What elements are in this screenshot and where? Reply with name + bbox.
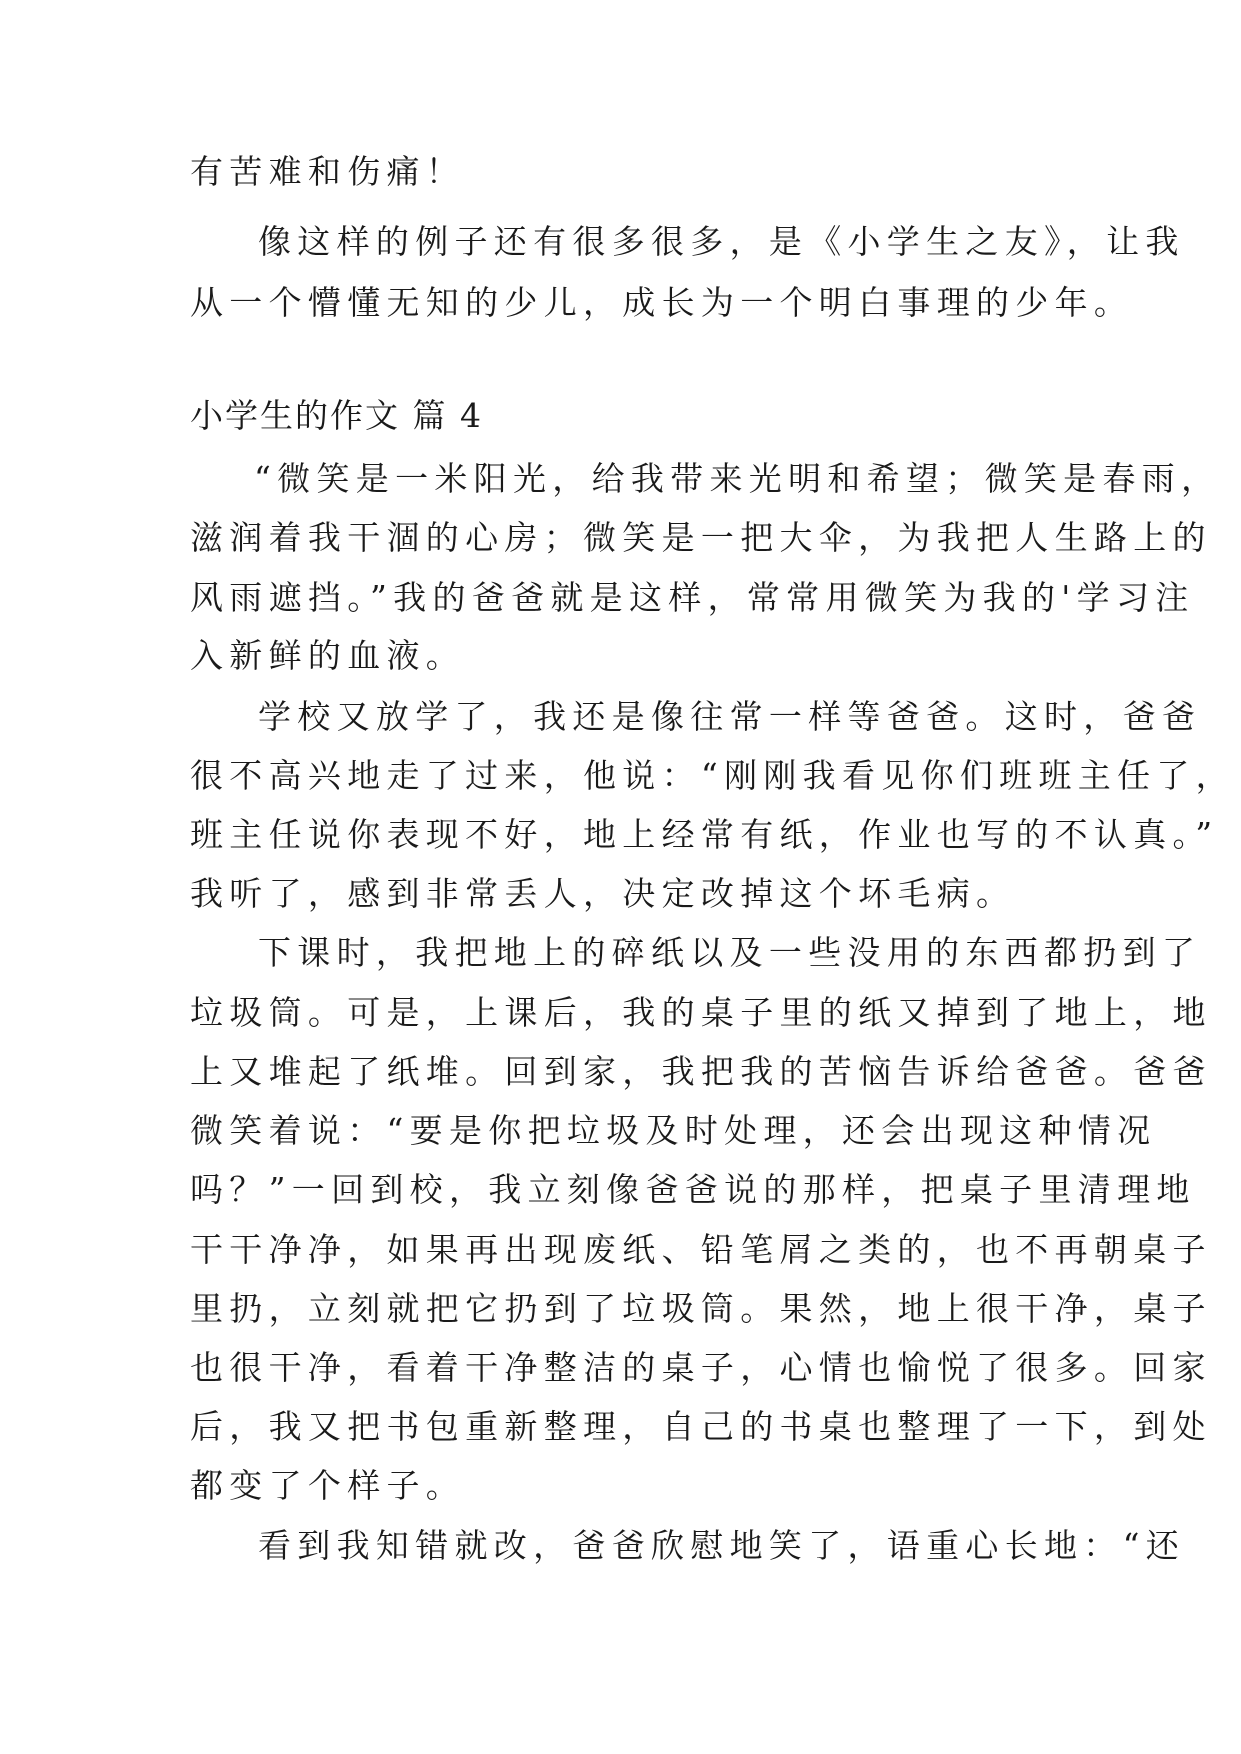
text-line: 风雨遮挡。”我的爸爸就是这样，常常用微笑为我的'学习注 [190, 578, 1195, 617]
text-line: 我听了，感到非常丢人，决定改掉这个坏毛病。 [190, 874, 1016, 913]
text-line: 上又堆起了纸堆。回到家，我把我的苦恼告诉给爸爸。爸爸 [190, 1052, 1212, 1091]
text-line: 入新鲜的血液。 [190, 636, 466, 675]
paragraph-first-line: 学校又放学了，我还是像往常一样等爸爸。这时，爸爸 [258, 697, 1202, 736]
text-line: 滋润着我干涸的心房；微笑是一把大伞，为我把人生路上的 [190, 518, 1212, 557]
text-line: 干干净净，如果再出现废纸、铅笔屑之类的，也不再朝桌子 [190, 1230, 1212, 1269]
text-line: 都变了个样子。 [190, 1466, 466, 1505]
text-line: 垃圾筒。可是，上课后，我的桌子里的纸又掉到了地上，地 [190, 993, 1212, 1032]
text-line: 从一个懵懂无知的少儿，成长为一个明白事理的少年。 [190, 283, 1134, 322]
text-line: 后，我又把书包重新整理，自己的书桌也整理了一下，到处 [190, 1407, 1212, 1446]
paragraph-first-line: 下课时，我把地上的碎纸以及一些没用的东西都扔到了 [258, 933, 1202, 972]
text-line: 里扔，立刻就把它扔到了垃圾筒。果然，地上很干净，桌子 [190, 1289, 1212, 1328]
paragraph-first-line: 像这样的例子还有很多很多，是《小学生之友》，让我 [258, 222, 1185, 261]
section-heading: 小学生的作文 篇 4 [190, 396, 483, 435]
text-line: 班主任说你表现不好，地上经常有纸，作业也写的不认真。” [190, 815, 1219, 854]
paragraph-first-line: 看到我知错就改，爸爸欣慰地笑了，语重心长地：“还 [258, 1526, 1186, 1565]
text-line: 吗？”一回到校，我立刻像爸爸说的那样，把桌子里清理地 [190, 1170, 1196, 1209]
text-line: 也很干净，看着干净整洁的桌子，心情也愉悦了很多。回家 [190, 1348, 1212, 1387]
paragraph-first-line: “微笑是一米阳光，给我带来光明和希望；微笑是春雨， [254, 459, 1221, 498]
text-line: 有苦难和伤痛！ [190, 152, 466, 191]
text-line: 很不高兴地走了过来，他说：“刚刚我看见你们班班主任了， [190, 756, 1235, 795]
text-line: 微笑着说：“要是你把垃圾及时处理，还会出现这种情况 [190, 1111, 1157, 1150]
